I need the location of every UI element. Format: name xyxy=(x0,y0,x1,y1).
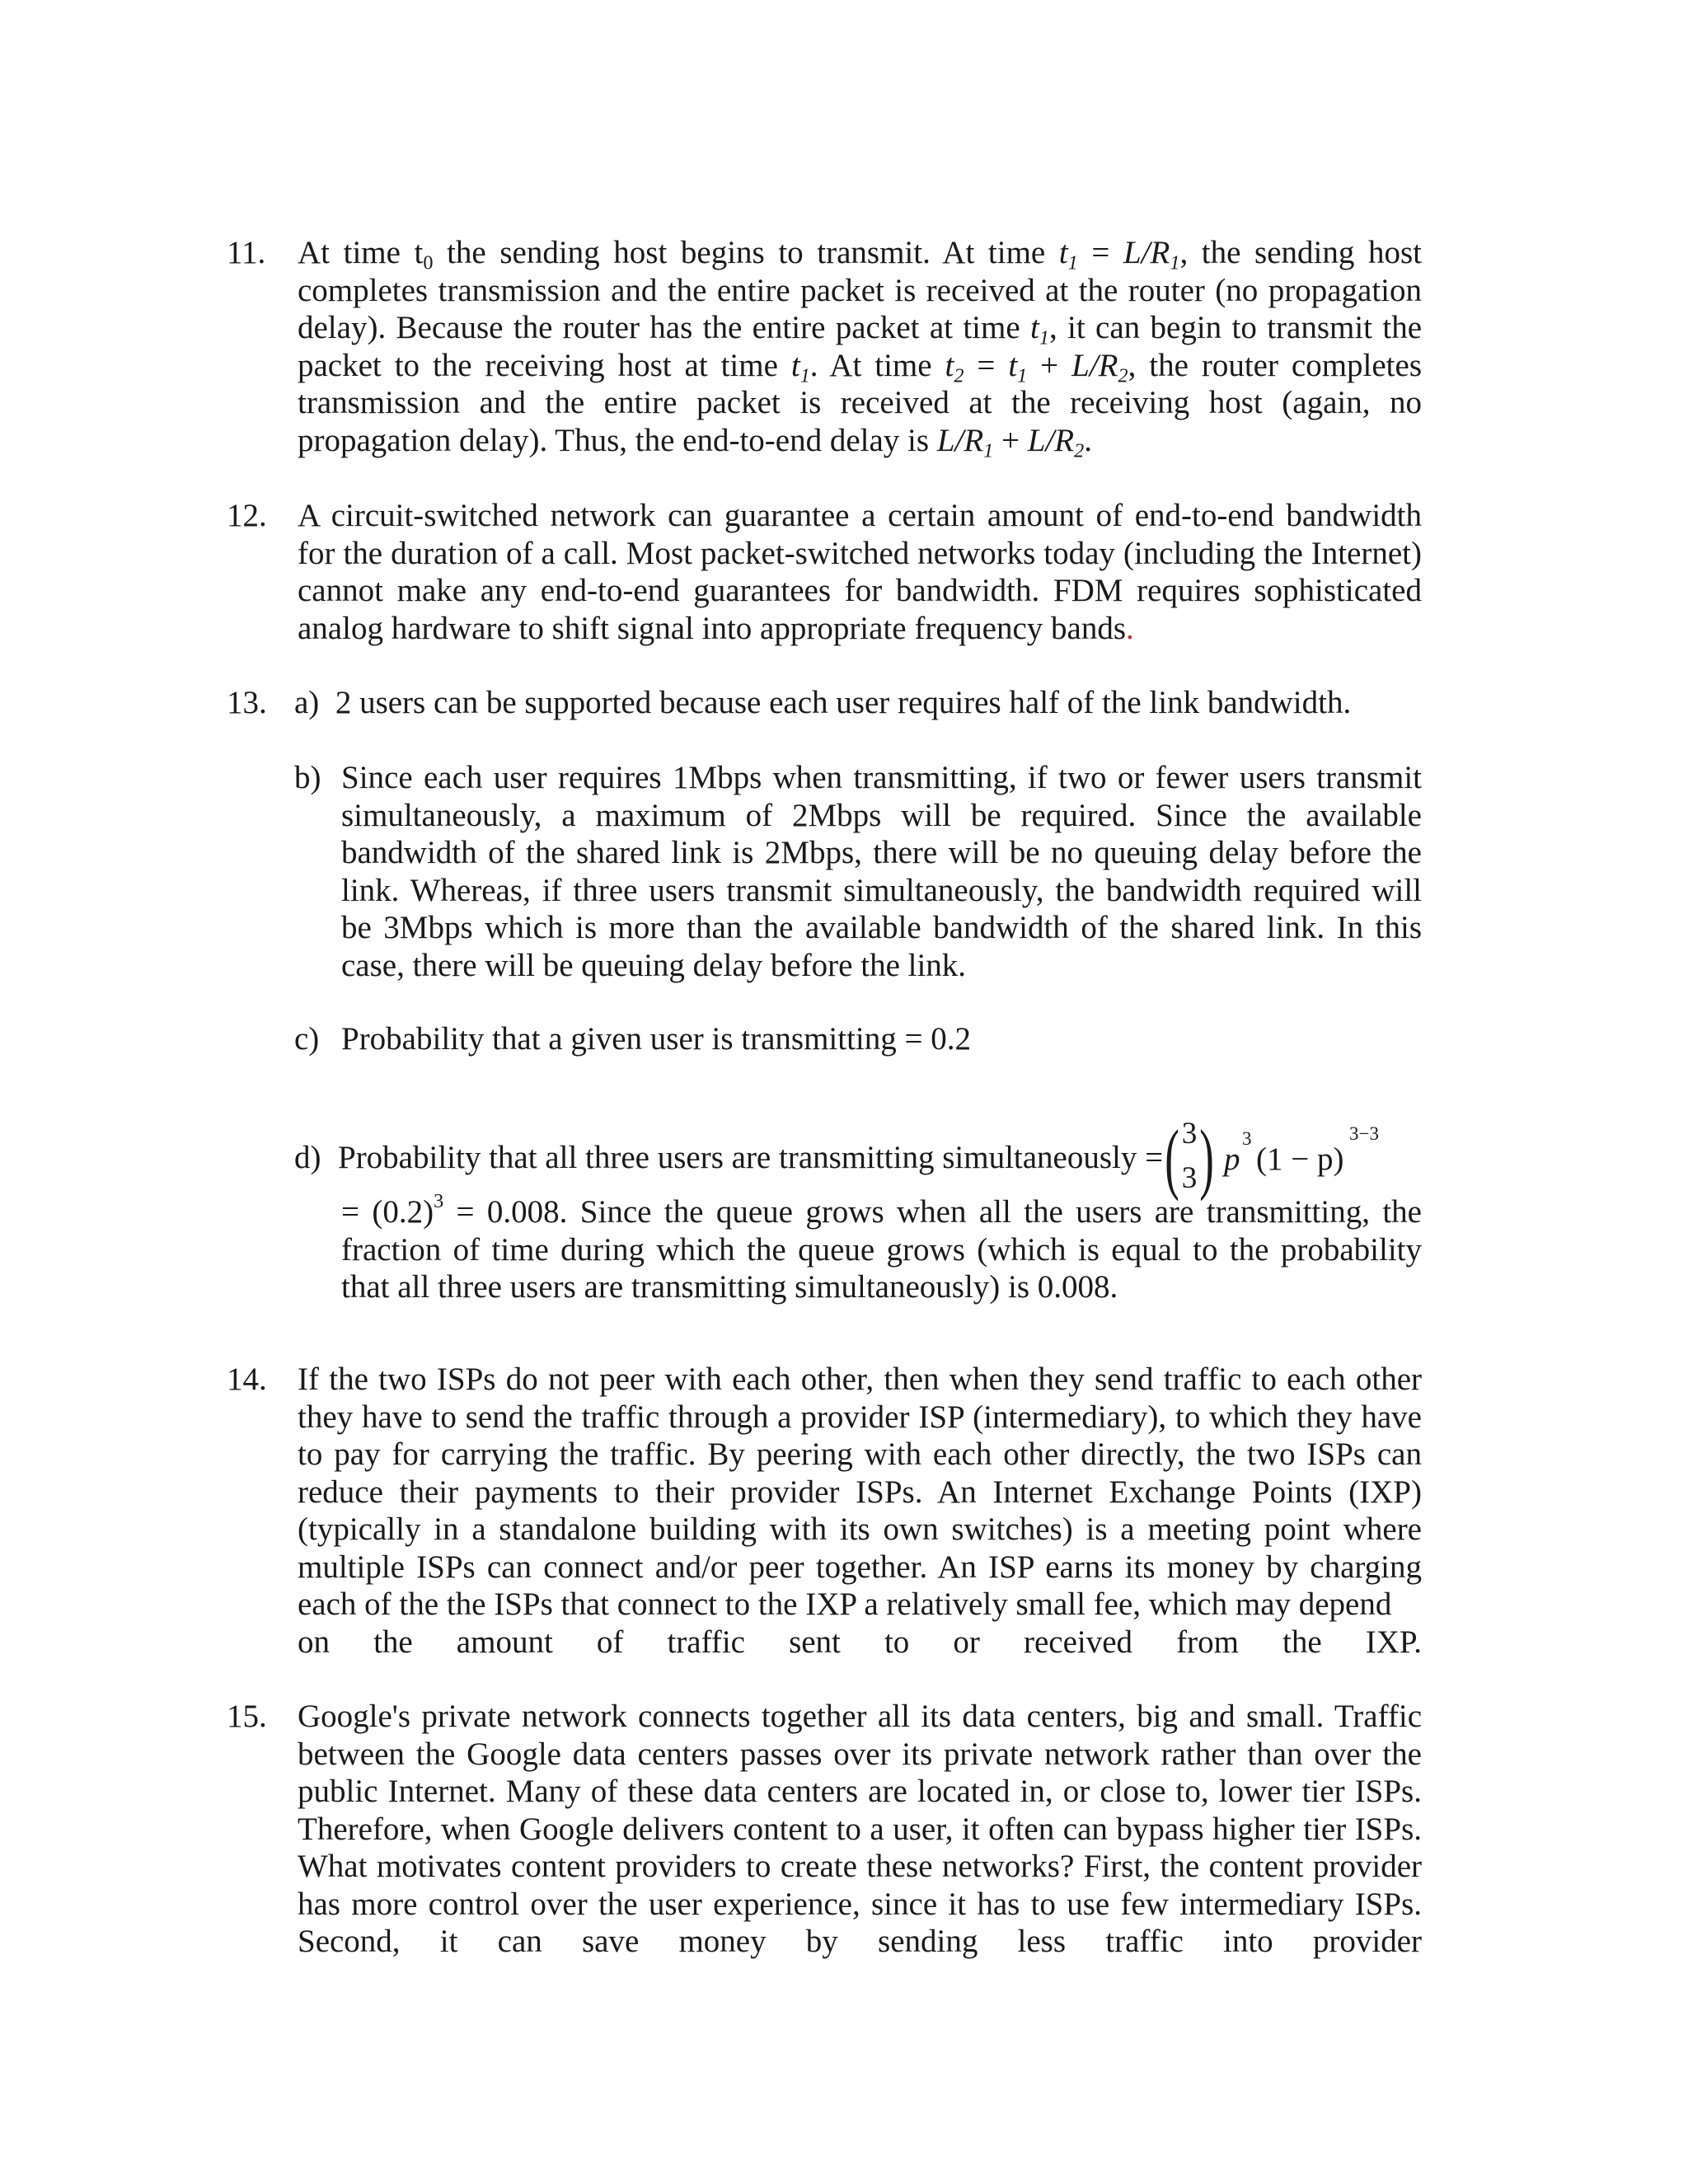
answer-14-last-line: on the amount of traffic sent to or received from the IXP. xyxy=(298,1624,1422,1660)
item-number: 11. xyxy=(227,235,266,270)
answer-13a xyxy=(227,684,1422,722)
answer-13d-continued xyxy=(294,1189,1422,1306)
item-number: 15. xyxy=(227,1699,267,1734)
answer-15-text: Google's private network connects together all its data centers, big and small. Traffic between the Google data centers passes over its private network rather than over the public Internet. Many of these data centers are located in, or close to, lower tier ISPs. Therefore, when Google delivers content to a user, it often can bypass higher tier ISPs. What motivates content providers to create these networks? First, the content provider has more control over the user experience, since it has to use few intermediary ISPs. Second, it can save money by sending less traffic into provider xyxy=(298,1699,1422,1959)
answer-15 xyxy=(227,1698,1422,1961)
answer-13d-text: Probability that all three users are transmitting simultaneously = xyxy=(338,1140,1164,1175)
answer-14 xyxy=(227,1361,1422,1661)
formula-p: p xyxy=(1224,1141,1240,1177)
answer-13c-text: Probability that a given user is transmitting = 0.2 xyxy=(341,1021,971,1057)
formula-exp: 3−3 xyxy=(1349,1123,1379,1144)
binomial-formula: ( 3 3 ) xyxy=(1165,1113,1214,1202)
answer-13c xyxy=(294,1020,1422,1058)
answer-13b-text: Since each user requires 1Mbps when transmitting, if two or fewer users transmit simultaneously, a maximum of 2Mbps will be required. Since the available bandwidth of the shared link is 2Mbps, there will be no queuing delay before the link. Whereas, if three users transmit simultaneously, the bandwidth required will be 3Mbps which is more than the available bandwidth of the shared link. In this case, there will be queuing delay before the link. xyxy=(341,760,1422,983)
item-number: 13. xyxy=(227,685,267,720)
item-number: 14. xyxy=(227,1361,267,1397)
answer-14-text: If the two ISPs do not peer with each other, then when they send traffic to each other they have to send the traffic through a provider ISP (intermediary), to which they have to pay for carrying the traffic. By peering with each other directly, the two ISPs can reduce their payments to their provider ISPs. An Internet Exchange Points (IXP) (typically in a standalone building with its own switches) is a meeting point where multiple ISPs can connect and/or peer together. An ISP earns its money by charging each of the the ISPs that connect to the IXP a relatively small fee, which may depend xyxy=(298,1361,1422,1622)
answer-12 xyxy=(227,497,1422,647)
sub-label: b) xyxy=(294,760,321,795)
item-number: 12. xyxy=(227,498,267,533)
answer-11 xyxy=(227,234,1423,462)
formula-exp: 3 xyxy=(1242,1128,1252,1149)
sub-label: d) xyxy=(294,1140,321,1175)
answer-13d-continued-text: = $(0.2)^3 = 0.008$. Since the queue grows when all the users are transmitting, the fraction of time during which the queue grows (which is equal to the probability that all three users are transmitting simultaneously) is 0.008. xyxy=(341,1189,1422,1305)
formula-term: (1 − p) xyxy=(1256,1141,1344,1177)
answer-11-text: At time $t_0$ the sending host begins to transmit. At time $t_1 = L/R_1$, the sending host completes transmission and the entire packet is received at the router (no propagation delay). Because the router has the entire packet at time $t_1$, it can begin to transmit the packet to the receiving host at time $t_1$. At time $t_2 = t_1 + L/R_2$, the router completes transmission and the entire packet is received at the receiving host (again, no propagation delay). Thus, the end-to-end delay is $L/R_1 + L/R_2$. xyxy=(298,235,1423,462)
sub-label: c) xyxy=(294,1021,320,1057)
answer-12-text: A circuit-switched network can guarantee a certain amount of end-to-end bandwidth for the duration of a call. Most packet-switched networks today (including the Internet) cannot make any end-to-end guarantees for bandwidth. FDM requires sophisticated analog hardware to shift signal into appropriate frequency bands. xyxy=(298,498,1422,646)
answer-13a-text: a) 2 users can be supported because each user requires half of the link bandwidth. xyxy=(294,685,1352,720)
answer-13b xyxy=(294,759,1422,984)
